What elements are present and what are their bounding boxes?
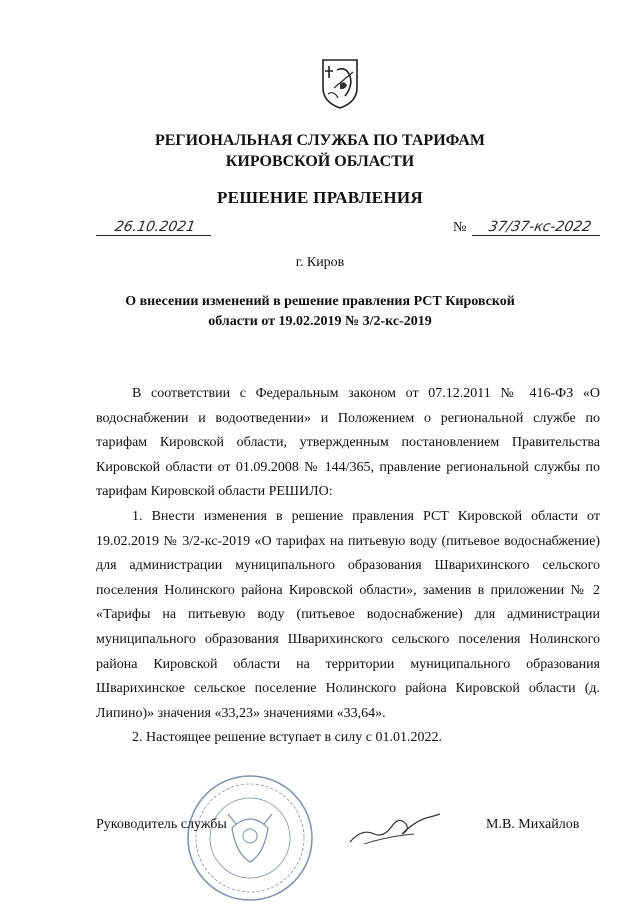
item-2-paragraph: 2. Настоящее решение вступает в силу с 01.01.2022. — [132, 730, 442, 746]
decision-subject: О внесении изменений в решение правления РСТ Кировской области от 19.02.2019 № 3/2-кс-2019 — [125, 294, 515, 329]
number-prefix: № — [453, 220, 467, 235]
item-1-paragraph: 1. Внести изменения в решение правления РСТ Кировской области от 19.02.2019 № 3/2-кс-2019 «О тарифах на питьевую воду (питьевое водоснабжение) для администрации муниципального образования Шварихинского сельского поселения Нолинского района Кировской области», заменив в приложении № 2 «Тарифы на питьевую воду (питьевое водоснабжение) для администрации муниципального образования Шварихинского сельского поселения Нолинского района Кировской области на территории муниципального образования Шварихинское сельское поселение Нолинского района Кировской области (д. Липино)» значения «33,23» значениями «33,64». — [96, 508, 600, 721]
coat-of-arms-icon — [320, 58, 360, 110]
organization-name-line2: КИРОВСКОЙ ОБЛАСТИ — [225, 153, 415, 170]
organization-name-line1: РЕГИОНАЛЬНАЯ СЛУЖБА ПО ТАРИФАМ — [154, 132, 486, 149]
signer-name: М.В. Михайлов — [486, 817, 580, 832]
decision-date: 26.10.2021 — [113, 219, 197, 235]
official-seal-stamp — [180, 770, 320, 905]
decision-body — [96, 382, 600, 751]
handwritten-signature — [344, 808, 444, 848]
number-underline — [472, 235, 600, 236]
preamble-paragraph: В соответствии с Федеральным законом от 07.12.2011 № 416-ФЗ «О водоснабжении и водоотведении» и Положением о региональной службе по тарифам Кировской области, утвержденным постановлением Правительства Кировской области от 01.09.2008 № 144/365, правление региональной службы по тарифам Кировской области РЕШИЛО: — [96, 386, 600, 500]
city: г. Киров — [295, 255, 345, 270]
date-underline — [96, 235, 211, 236]
document-title: РЕШЕНИЕ ПРАВЛЕНИЯ — [217, 188, 423, 207]
signer-position: Руководитель службы — [96, 817, 227, 832]
decision-number: 37/37-кс-2022 — [487, 219, 593, 235]
